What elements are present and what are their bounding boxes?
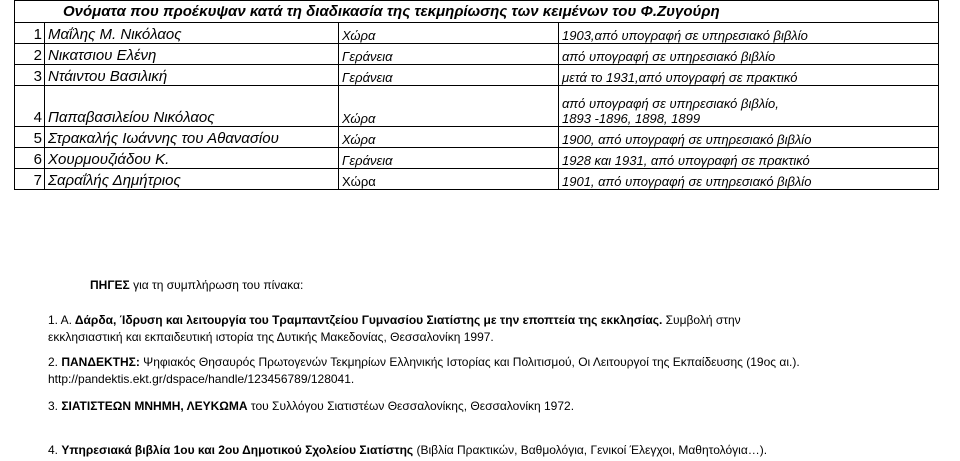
row-note: από υπογραφή σε υπηρεσιακό βιβλίο [559,44,939,65]
sources-heading-rest: για τη συμπλήρωση του πίνακα: [129,278,304,292]
row-number: 3 [15,65,45,86]
row-place: Χώρα [339,23,559,44]
row-note-line2: 1893 -1896, 1898, 1899 [562,111,701,126]
table-row [15,169,939,190]
source-1-number: 1. Α. [48,313,73,327]
source-4-rest: (Βιβλία Πρακτικών, Βαθμολόγια, Γενικοί Έλεγχοι, Μαθητολόγια…). [413,443,768,457]
source-2-url: http://pandektis.ekt.gr/dspace/handle/123456789/128041. [48,372,355,386]
names-table [14,0,939,190]
source-2-rest: Ψηφιακός Θησαυρός Πρωτογενών Τεκμηρίων Ελληνικής Ιστορίας και Πολιτισμού, Οι Λειτουργοί της Εκπαίδευσης (19ος αι.). [139,355,800,369]
source-4-title: Υπηρεσιακά βιβλία 1ου και 2ου Δημοτικού Σχολείου Σιατίστης [61,443,414,457]
row-note: 1928 και 1931, από υπογραφή σε πρακτικό [559,148,939,169]
row-note: μετά το 1931,από υπογραφή σε πρακτικό [559,65,939,86]
row-number: 4 [15,86,45,127]
table-row [15,44,939,65]
row-number: 6 [15,148,45,169]
table-row [15,23,939,44]
table-row [15,65,939,86]
row-place: Γεράνεια [339,65,559,86]
source-4-number: 4. [48,443,62,457]
row-number: 2 [15,44,45,65]
sources-heading [90,277,960,294]
row-place: Γεράνεια [339,44,559,65]
row-number: 5 [15,127,45,148]
table-title: Ονόματα που προέκυψαν κατά τη διαδικασία της τεκμηρίωσης των κειμένων του Φ.Ζυγούρη [15,1,939,23]
row-note: 1903,από υπογραφή σε υπηρεσιακό βιβλίο [559,23,939,44]
row-place: Γεράνεια [339,148,559,169]
source-3 [48,398,948,415]
source-3-rest: του Συλλόγου Σιατιστέων Θεσσαλονίκης, Θεσσαλονίκη 1972. [247,399,575,413]
row-place: Χώρα [339,127,559,148]
source-3-title: ΣΙΑΤΙΣΤΕΩΝ ΜΝΗΜΗ, ΛΕΥΚΩΜΑ [61,399,248,413]
source-1-title: Δάρδα, Ίδρυση και λειτουργία του Τραμπαντζείου Γυμνασίου Σιατίστης με την εποπτεία της εκκλησίας. [72,313,663,327]
row-name: Ντάιντου Βασιλική [45,65,339,86]
source-4 [48,442,948,459]
sources-heading-bold: ΠΗΓΕΣ [90,278,130,292]
row-note-line1: από υπογραφή σε υπηρεσιακό βιβλίο, [562,96,779,111]
row-number: 7 [15,169,45,190]
row-name: Στρακαλής Ιωάννης του Αθανασίου [45,127,339,148]
table-row [15,148,939,169]
row-name: Χουρμουζιάδου Κ. [45,148,339,169]
row-note: 1901, από υπογραφή σε υπηρεσιακό βιβλίο [559,169,939,190]
table-title-row [15,1,939,23]
row-name: Μαΐλης Μ. Νικόλαος [45,23,339,44]
source-2 [48,354,948,371]
table-row [15,86,939,127]
row-place: Χώρα [339,169,559,190]
table-row [15,127,939,148]
row-note [559,86,939,127]
row-number: 1 [15,23,45,44]
source-1 [48,312,948,329]
source-2-number: 2. [48,355,62,369]
row-place: Χώρα [339,86,559,127]
source-2-title: ΠΑΝΔΕΚΤΗΣ: [61,355,140,369]
row-note: 1900, από υπογραφή σε υπηρεσιακό βιβλίο [559,127,939,148]
source-1-line2: εκκλησιαστική και εκπαιδευτική ιστορία της Δυτικής Μακεδονίας, Θεσσαλονίκη 1997. [48,330,494,344]
source-3-number: 3. [48,399,62,413]
row-name: Παπαβασιλείου Νικόλαος [45,86,339,127]
row-name: Σαραΐλής Δημήτριος [45,169,339,190]
row-name: Νικατσιου Ελένη [45,44,339,65]
source-1-rest: Συμβολή στην [662,313,741,327]
